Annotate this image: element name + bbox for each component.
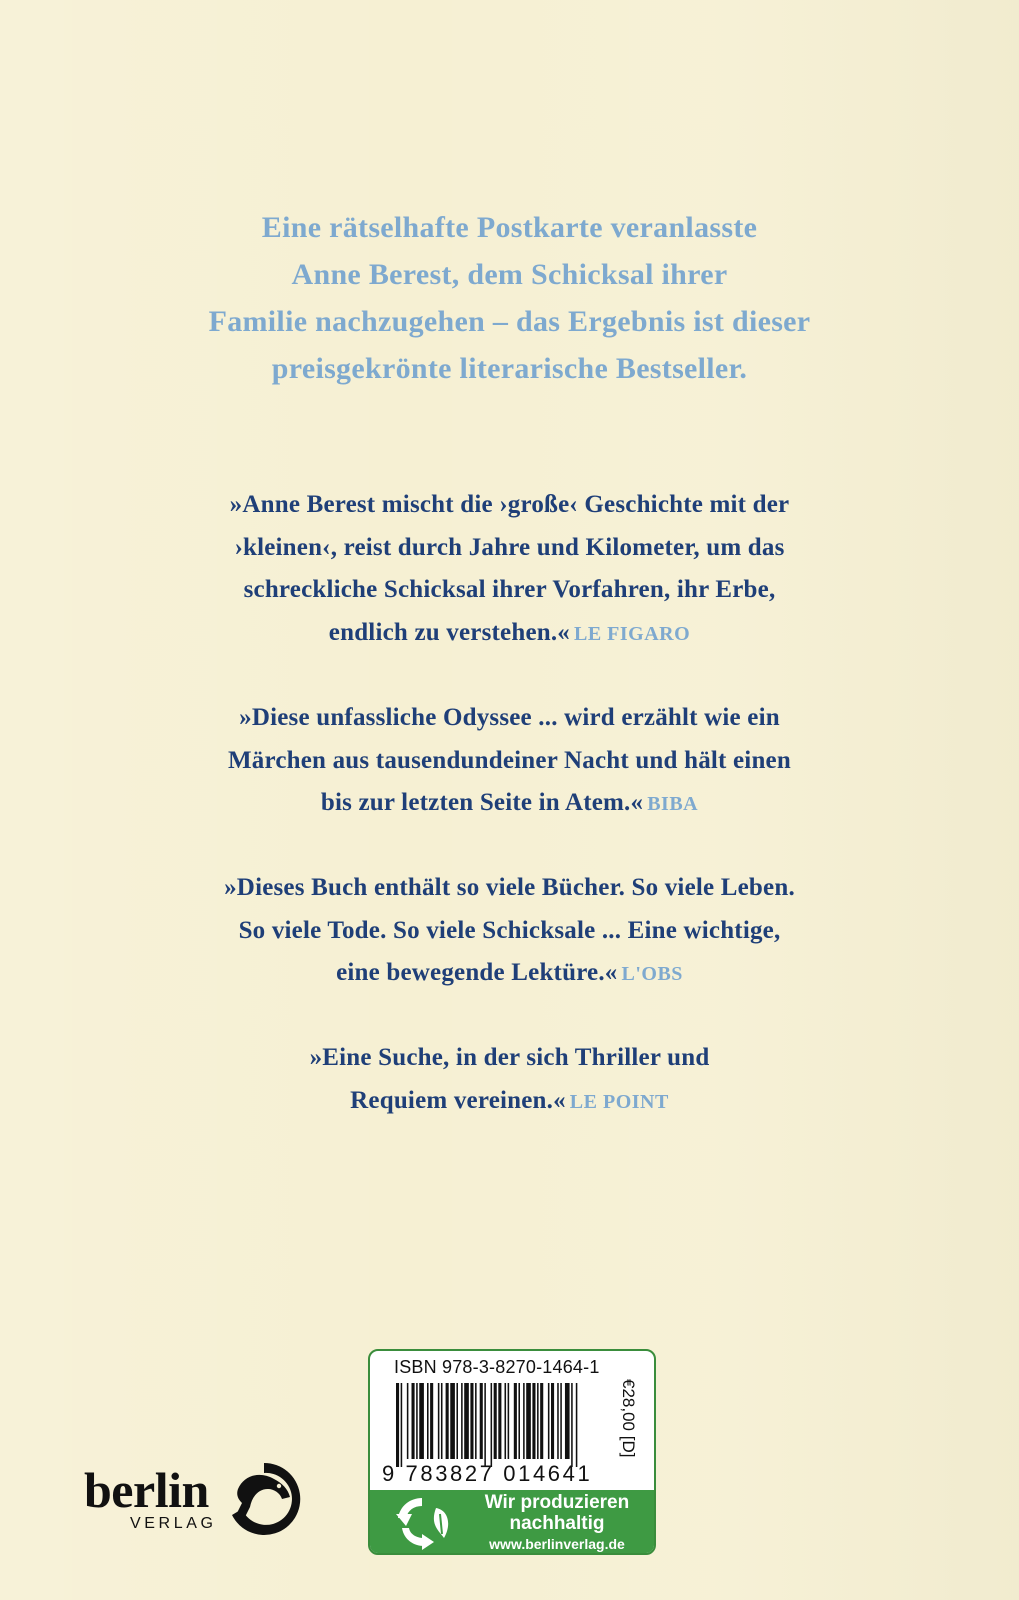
quote-source: L'OBS (621, 963, 683, 985)
publisher-logo (84, 1462, 304, 1545)
barcode-box (368, 1349, 656, 1555)
isbn-label: ISBN 978-3-8270-1464-1 (394, 1357, 600, 1377)
quote-line: So viele Tode. So viele Schicksale ... Eine wichtige, (238, 916, 781, 944)
recycle-leaf-icon (392, 1494, 456, 1550)
quote-line-last (0, 782, 1019, 826)
quote-line: schreckliche Schicksal ihrer Vorfahren, ihr Erbe, (243, 576, 776, 603)
quote-line: »Dieses Buch enthält so viele Bücher. So viele Leben. (224, 874, 795, 901)
blurb (0, 204, 1019, 392)
quote-line-last (0, 612, 1019, 656)
quote-source: BIBA (647, 793, 699, 815)
quote-line-last (0, 952, 1019, 996)
eco-line1: Wir produzieren (484, 1492, 630, 1513)
blurb-line: Eine rätselhafte Postkarte veranlasste (261, 211, 758, 244)
quote-line-last (0, 1080, 1019, 1124)
quote-line: Märchen aus tausendundeiner Nacht und hält einen (228, 746, 791, 774)
blurb-line: preisgekrönte literarische Bestseller. (271, 352, 748, 385)
review-quote (0, 867, 1019, 996)
review-quote (0, 697, 1019, 826)
publisher-name: berlin (84, 1462, 209, 1518)
blurb-line: Familie nachzugehen – das Ergebnis ist dieser (208, 305, 811, 338)
eco-text (464, 1492, 650, 1553)
quote-line: »Anne Berest mischt die ›große‹ Geschichte mit der (229, 491, 790, 518)
quote-text: endlich zu verstehen.« (328, 618, 570, 646)
blurb-line: Anne Berest, dem Schicksal ihrer (291, 258, 728, 291)
review-quote (0, 1037, 1019, 1123)
review-quote (0, 484, 1019, 655)
publisher-sub: VERLAG (130, 1515, 217, 1532)
eco-badge (370, 1490, 654, 1553)
quote-text: bis zur letzten Seite in Atem.« (320, 789, 644, 816)
price-label: €28,00 [D] (619, 1379, 638, 1458)
quote-line: ›kleinen‹, reist durch Jahre und Kilometer, um das (234, 533, 785, 561)
quote-source: LE FIGARO (574, 622, 691, 645)
eco-line2: nachhaltig (509, 1513, 605, 1534)
barcode-icon (396, 1383, 596, 1467)
quote-source: LE POINT (569, 1090, 669, 1113)
publisher-url: www.berlinverlag.de (489, 1536, 625, 1552)
barcode-digits: 9 783827 014641 (382, 1461, 593, 1486)
bear-circle-icon (224, 1459, 304, 1539)
quote-line: »Diese unfassliche Odyssee ... wird erzählt wie ein (239, 704, 780, 731)
quote-line: »Eine Suche, in der sich Thriller und (309, 1044, 710, 1071)
quote-text: eine bewegende Lektüre.« (336, 959, 618, 986)
quote-text: Requiem vereinen.« (350, 1086, 566, 1114)
